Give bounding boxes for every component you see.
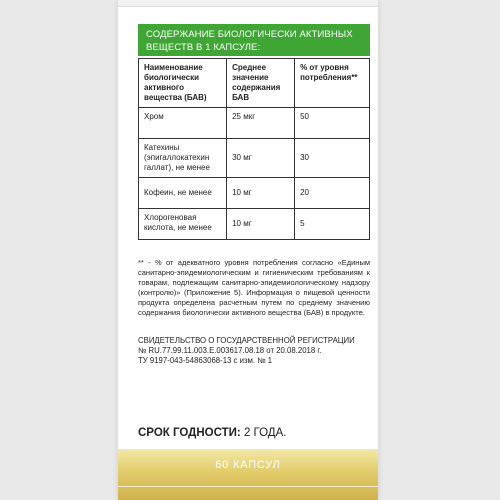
row-name-cell: Катехины (эпигаллокатехин галлат), не менее (139, 139, 227, 178)
row-amount-cell: 25 мкг (227, 108, 295, 139)
table-row (139, 139, 370, 178)
row-name-cell: Хром (139, 108, 227, 139)
row-percent-cell: 20 (295, 178, 370, 209)
row-name-cell: Кофеин, не менее (139, 178, 227, 209)
registration-title: СВИДЕТЕЛЬСТВО О ГОСУДАРСТВЕННОЙ РЕГИСТРАЦИИ (138, 336, 355, 345)
top-strip (118, 0, 378, 7)
registration-info (138, 336, 370, 366)
bav-table (138, 58, 370, 240)
shelf-life-value: 2 ГОДА. (243, 427, 287, 439)
footnote-text: ** - % от адекватного уровня потребления согласно «Единым санитарно-эпидемиологическим и гигиеническим требованиям к товарам, подлежащим санитарно-эпидемиологическому надзору (контролю)» (Приложение 5). Информация о пищевой ценности продукта определена расчетным путем по среднему значению содержания биологически активного вещества (БАВ) в продукте. (138, 258, 370, 317)
row-amount-cell: 30 мг (227, 139, 295, 178)
content-header (138, 24, 370, 56)
content-header-line-1: СОДЕРЖАНИЕ БИОЛОГИЧЕСКИ АКТИВНЫХ (146, 29, 353, 40)
gold-band (118, 449, 378, 500)
shelf-life (138, 427, 370, 439)
package-panel (118, 0, 378, 500)
row-percent-cell: 30 (295, 139, 370, 178)
row-amount-cell: 10 мг (227, 178, 295, 209)
table-row (139, 108, 370, 139)
shelf-life-label: СРОК ГОДНОСТИ: (138, 427, 241, 439)
column-header-percent: % от уровня потребления** (295, 59, 370, 108)
table-header-row (139, 59, 370, 108)
bottom-divider (118, 486, 378, 487)
capsule-count: 60 КАПСУЛ (215, 459, 281, 471)
registration-number: № RU.77.99.11.003.Е.003617.08.18 от 20.08.2018 г. (138, 346, 322, 355)
row-name-cell: Хлорогеновая кислота, не менее (139, 209, 227, 240)
row-amount-cell: 10 мг (227, 209, 295, 240)
content-header-line-2: ВЕЩЕСТВ В 1 КАПСУЛЕ: (146, 42, 261, 53)
column-header-name: Наименование биологически активного вещества (БАВ) (139, 59, 227, 108)
row-percent-cell: 5 (295, 209, 370, 240)
column-header-amount: Среднее значение содержания БАВ (227, 59, 295, 108)
table-row (139, 178, 370, 209)
table-row (139, 209, 370, 240)
registration-tu: ТУ 9197-043-54863068-13 с изм. № 1 (138, 356, 273, 365)
row-percent-cell: 50 (295, 108, 370, 139)
